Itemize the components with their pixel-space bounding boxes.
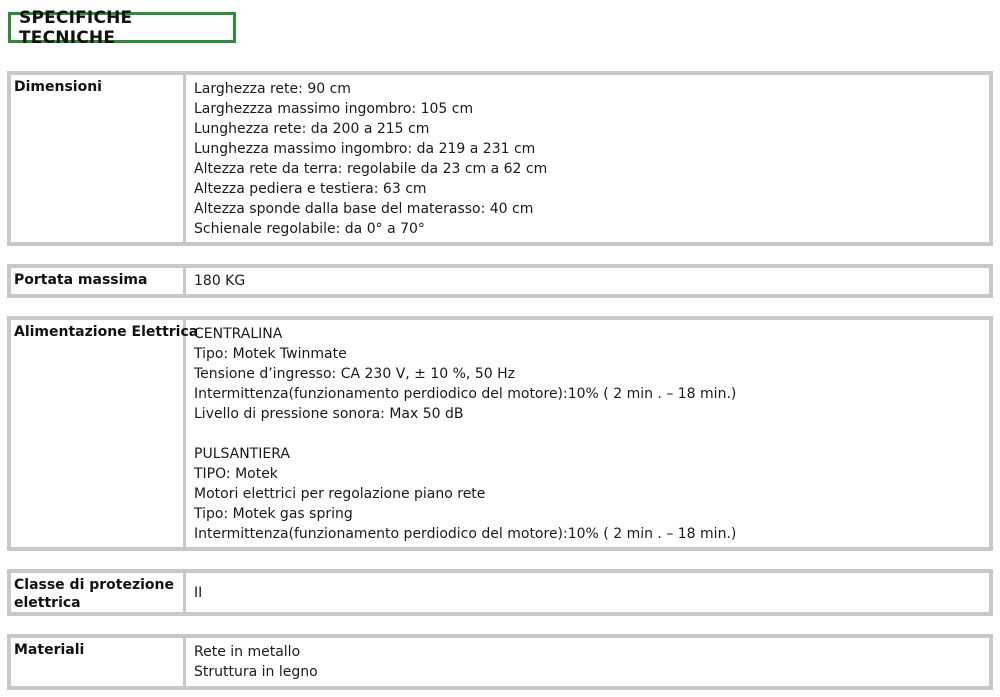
spec-value-classe — [186, 573, 989, 612]
spec-line: Schienale regolabile: da 0° a 70° — [194, 221, 425, 237]
spec-label-dimensioni: Dimensioni — [11, 75, 186, 242]
spec-line: Lunghezza rete: da 200 a 215 cm — [194, 121, 430, 137]
spec-label-alimentazione: Alimentazione Elettrica — [11, 320, 186, 547]
spec-line: Tipo: Motek Twinmate — [194, 346, 347, 362]
spec-value-dimensioni — [186, 75, 989, 242]
spec-line: Larghezzza massimo ingombro: 105 cm — [194, 101, 474, 117]
spec-line: II — [194, 584, 203, 601]
spacer — [194, 424, 981, 444]
spec-line: 180 KG — [194, 273, 246, 289]
spec-value-portata — [186, 268, 989, 294]
spec-label-portata: Portata massima — [11, 268, 186, 294]
spec-line: Altezza rete da terra: regolabile da 23 cm a 62 cm — [194, 161, 548, 177]
spec-line: PULSANTIERA — [194, 446, 290, 462]
spec-label-classe — [11, 573, 186, 612]
spec-line: Tipo: Motek gas spring — [194, 506, 353, 522]
spec-table-classe — [7, 569, 993, 616]
spec-label-line: elettrica — [14, 595, 81, 611]
page-title: SPECIFICHE TECNICHE — [8, 12, 236, 43]
spec-line: Lunghezza massimo ingombro: da 219 a 231 cm — [194, 141, 536, 157]
spec-line: Intermittenza(funzionamento perdiodico del motore):10% ( 2 min . – 18 min.) — [194, 526, 737, 542]
spec-line: Motori elettrici per regolazione piano rete — [194, 486, 486, 502]
spec-line: Altezza sponde dalla base del materasso: 40 cm — [194, 201, 534, 217]
spec-table-portata — [7, 264, 993, 298]
spec-line: CENTRALINA — [194, 326, 283, 342]
spec-value-alimentazione — [186, 320, 989, 547]
spec-line: Struttura in legno — [194, 664, 318, 680]
spec-line: TIPO: Motek — [194, 466, 278, 482]
spec-table-alimentazione — [7, 316, 993, 551]
spec-line: Altezza pediera e testiera: 63 cm — [194, 181, 427, 197]
spec-line: Livello di pressione sonora: Max 50 dB — [194, 406, 464, 422]
spec-line: Intermittenza(funzionamento perdiodico del motore):10% ( 2 min . – 18 min.) — [194, 386, 737, 402]
spec-line: Rete in metallo — [194, 644, 301, 660]
spec-table-materiali — [7, 634, 993, 690]
spec-label-materiali: Materiali — [11, 638, 186, 686]
spec-line: Tensione d’ingresso: CA 230 V, ± 10 %, 50 Hz — [194, 366, 515, 382]
spec-table-dimensioni — [7, 71, 993, 246]
spec-label-line: Classe di protezione — [14, 577, 175, 593]
spec-line: Larghezza rete: 90 cm — [194, 81, 351, 97]
spec-value-materiali — [186, 638, 989, 686]
